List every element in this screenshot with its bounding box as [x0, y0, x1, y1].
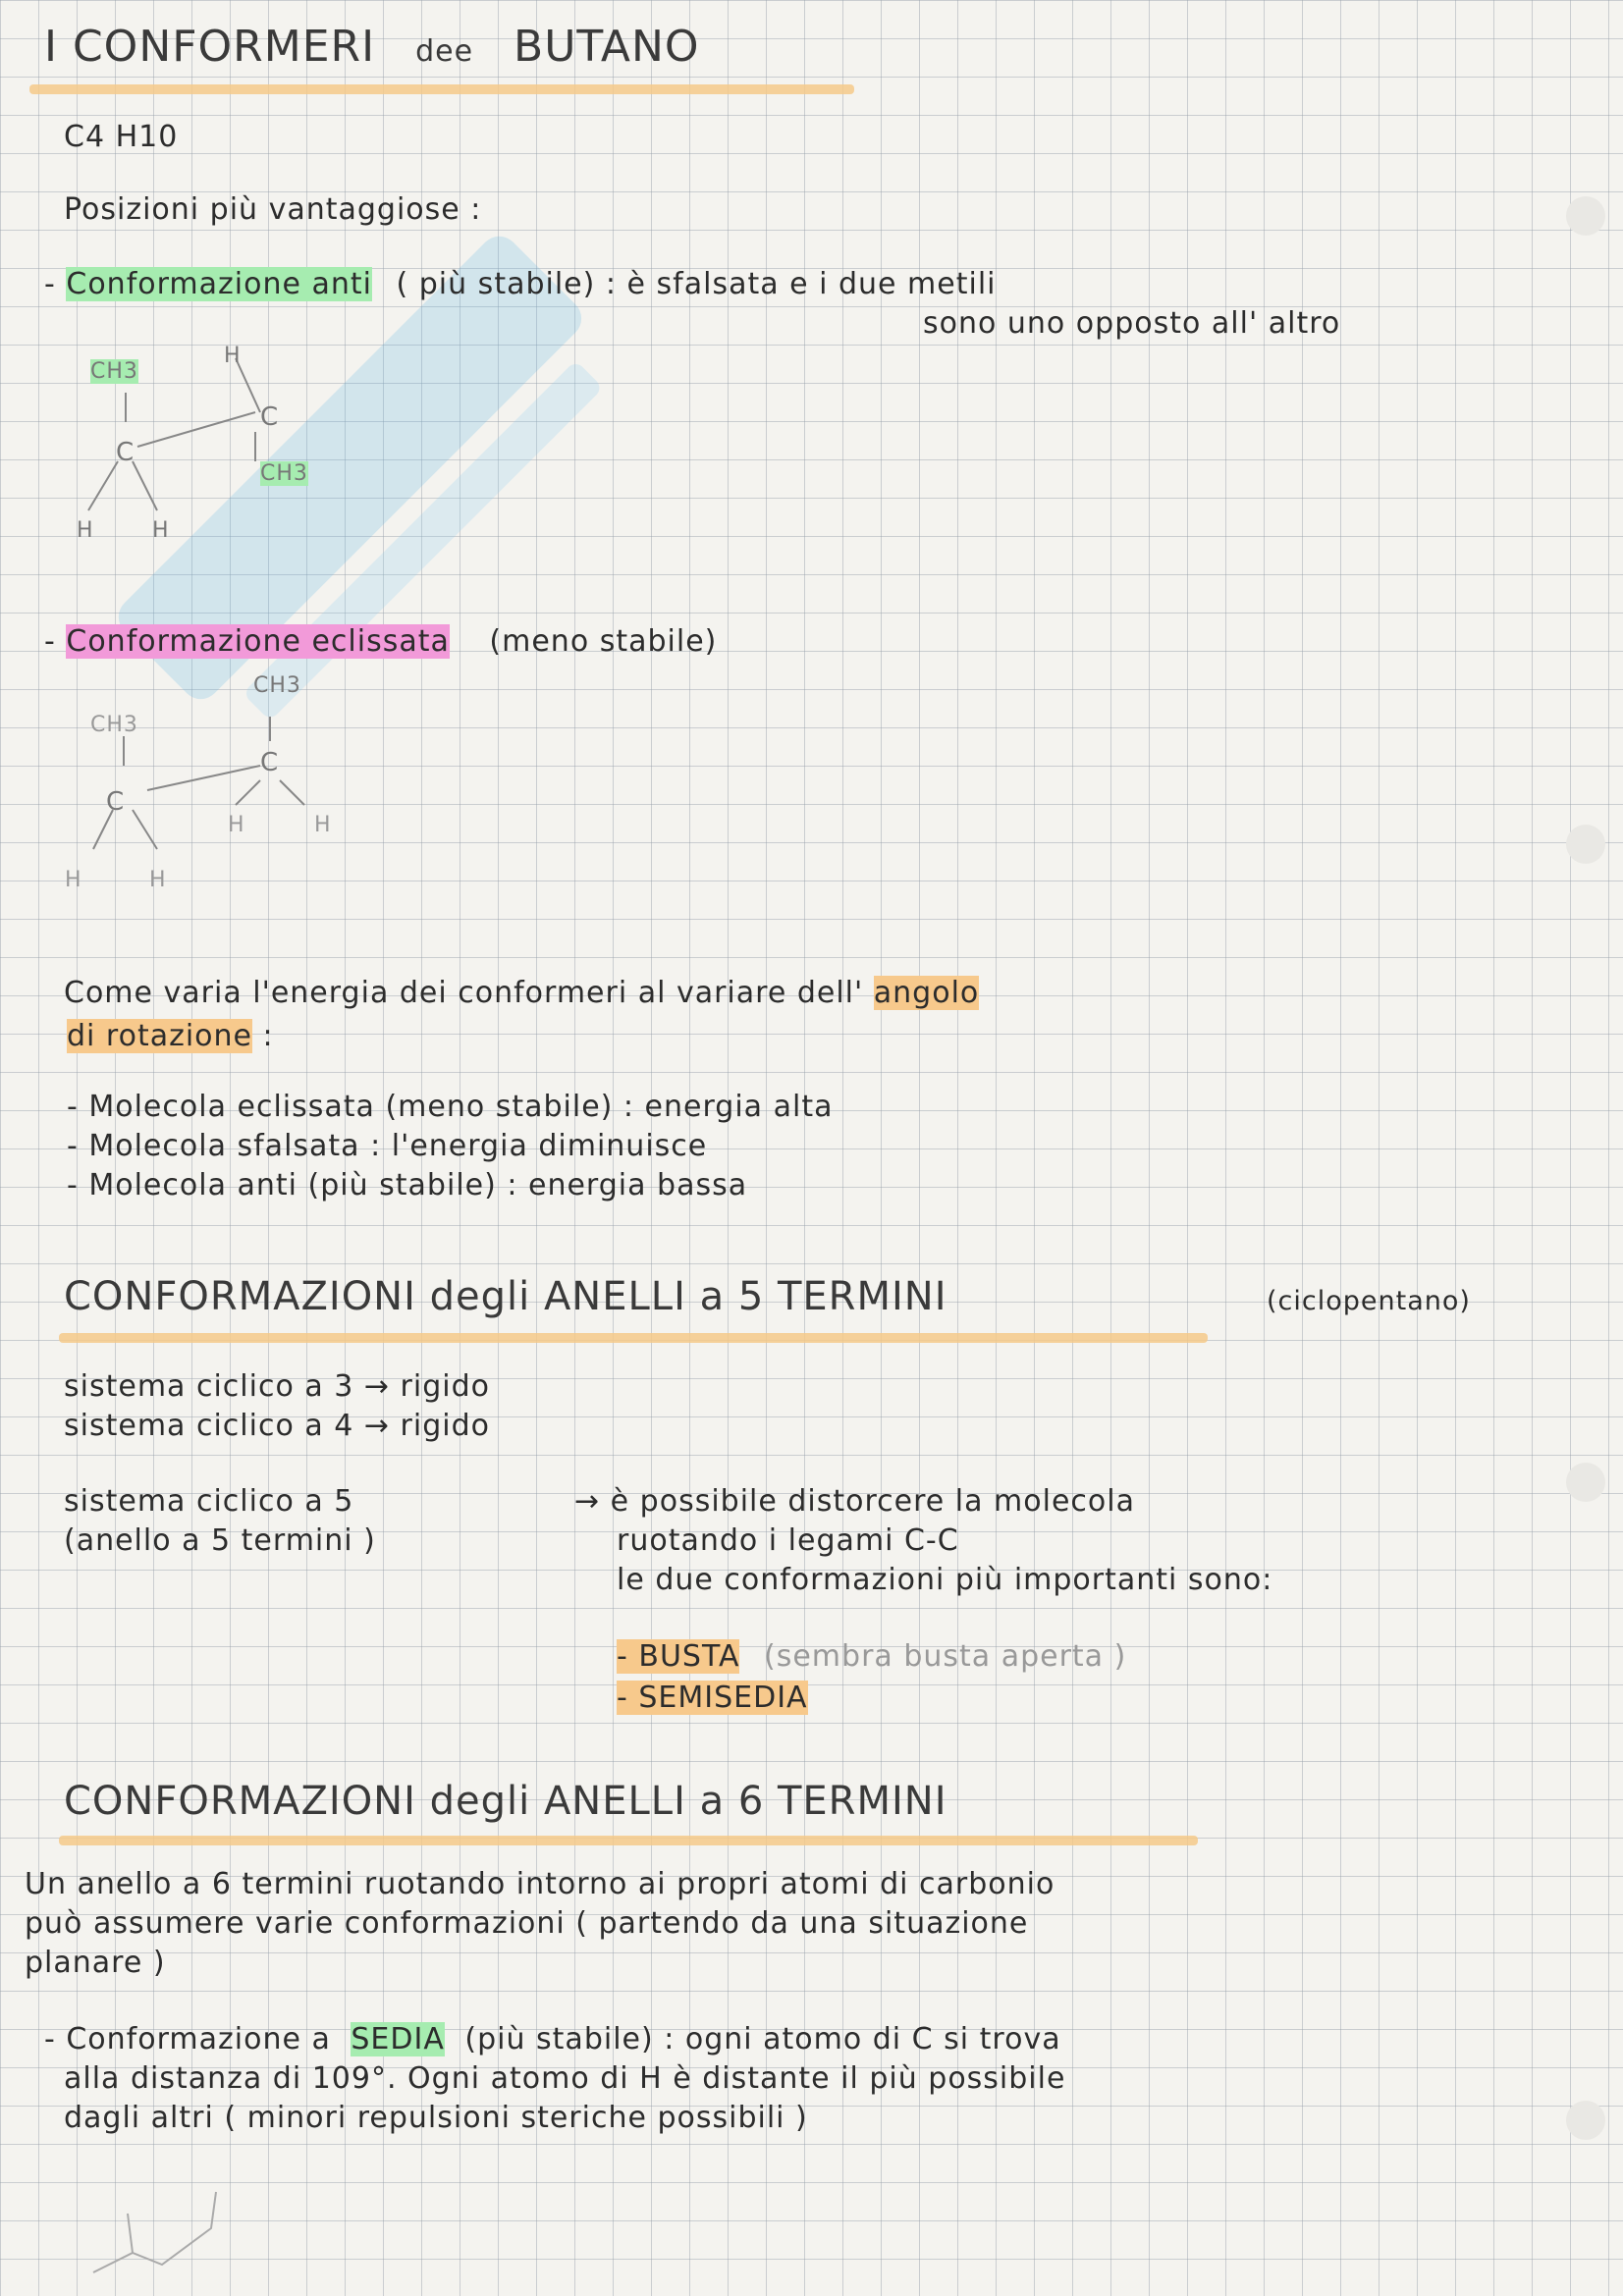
anti-c2: C: [260, 402, 280, 432]
busta-line: [617, 1639, 1126, 1674]
anti-h-left: H: [77, 518, 94, 543]
section-6-underline: [59, 1836, 1198, 1845]
eclissata-ch3-left: CH3: [90, 713, 138, 737]
eclissata-line: - Conformazione eclissata (meno stabile): [44, 624, 718, 659]
section-5-title: CONFORMAZIONI degli ANELLI a 5 TERMINI: [64, 1274, 947, 1319]
eclissata-ch3-top: CH3: [253, 673, 301, 698]
anti-paren: ( più stabile): [396, 267, 596, 301]
formula: C4 H10: [64, 120, 179, 154]
sedia-line: - Conformazione a SEDIA (più stabile) : ogni atomo di C si trova: [44, 2022, 1061, 2056]
section-6-para-1: Un anello a 6 termini ruotando intorno ai propri atomi di carbonio: [25, 1867, 1055, 1901]
energy-item-3: - Molecola anti (più stabile) : energia bassa: [67, 1168, 748, 1202]
punch-hole: [1566, 2101, 1605, 2140]
sedia-line-2: alla distanza di 109°. Ogni atomo di H è distante il più possibile: [64, 2061, 1066, 2096]
chair-diagram: [83, 2184, 241, 2282]
intro-text: Posizioni più vantaggiose :: [64, 192, 482, 227]
anti-ch3-a: CH3: [90, 359, 138, 384]
energy-item-2: - Molecola sfalsata : l'energia diminuisce: [67, 1129, 708, 1163]
page-title: [44, 22, 700, 72]
section-5-line-2: sistema ciclico a 4 → rigido: [64, 1409, 490, 1443]
title-part-1: I CONFORMERI: [44, 22, 376, 72]
title-part-3: BUTANO: [514, 22, 700, 72]
section-5-right-2: ruotando i legami C-C: [617, 1523, 959, 1558]
anti-c1: C: [116, 438, 135, 467]
punch-hole: [1566, 196, 1605, 236]
title-underline: [29, 84, 854, 94]
semisedia-line: [617, 1681, 808, 1715]
busta-label: - BUSTA: [617, 1639, 740, 1674]
eclissata-h-mid-2: H: [314, 813, 332, 837]
energy-keyword-rotazione: di rotazione: [67, 1019, 252, 1053]
energy-keyword-angolo: angolo: [873, 976, 980, 1010]
section-5-line-4: (anello a 5 termini ): [64, 1523, 376, 1558]
anti-desc: : è sfalsata e i due metili: [605, 267, 997, 301]
anti-desc-2: sono uno opposto all' altro: [923, 306, 1341, 341]
section-5-aside: (ciclopentano): [1267, 1286, 1471, 1316]
energy-item-1: - Molecola eclissata (meno stabile) : energia alta: [67, 1090, 834, 1124]
section-6-para-3: planare ): [25, 1946, 166, 1980]
anti-ch3-b: CH3: [260, 461, 308, 486]
eclissata-c1: C: [106, 787, 126, 817]
anti-line: - Conformazione anti ( più stabile) : è sfalsata e i due metili: [44, 267, 997, 301]
energy-line-1: Come varia l'energia dei conformeri al variare dell' angolo: [64, 976, 980, 1010]
anti-label: Conformazione anti: [66, 267, 372, 301]
section-5-right-3: le due conformazioni più importanti sono:: [617, 1563, 1273, 1597]
sedia-line-3: dagli altri ( minori repulsioni steriche possibili ): [64, 2101, 808, 2135]
energy-line-2: di rotazione :: [67, 1019, 274, 1053]
section-5-line-3: sistema ciclico a 5: [64, 1484, 354, 1519]
title-part-2: dee: [415, 34, 474, 69]
eclissata-c2: C: [260, 748, 280, 777]
sedia-label: SEDIA: [351, 2022, 445, 2056]
punch-hole: [1566, 1463, 1605, 1502]
busta-note: (sembra busta aperta ): [764, 1639, 1127, 1674]
eclissata-h-mid-1: H: [228, 813, 245, 837]
eclissata-h-left: H: [65, 868, 82, 892]
section-5-line-1: sistema ciclico a 3 → rigido: [64, 1369, 490, 1404]
punch-hole: [1566, 825, 1605, 864]
semisedia-label: - SEMISEDIA: [617, 1681, 808, 1715]
section-5-right-1: → è possibile distorcere la molecola: [574, 1484, 1135, 1519]
eclissata-paren: (meno stabile): [489, 624, 718, 659]
eclissata-label: Conformazione eclissata: [66, 624, 450, 659]
anti-h-top: H: [224, 344, 242, 368]
eclissata-h-right: H: [149, 868, 167, 892]
section-6-title: CONFORMAZIONI degli ANELLI a 6 TERMINI: [64, 1779, 947, 1824]
section-5-underline: [59, 1333, 1208, 1343]
section-6-para-2: può assumere varie conformazioni ( partendo da una situazione: [25, 1906, 1029, 1941]
anti-h-right: H: [152, 518, 170, 543]
